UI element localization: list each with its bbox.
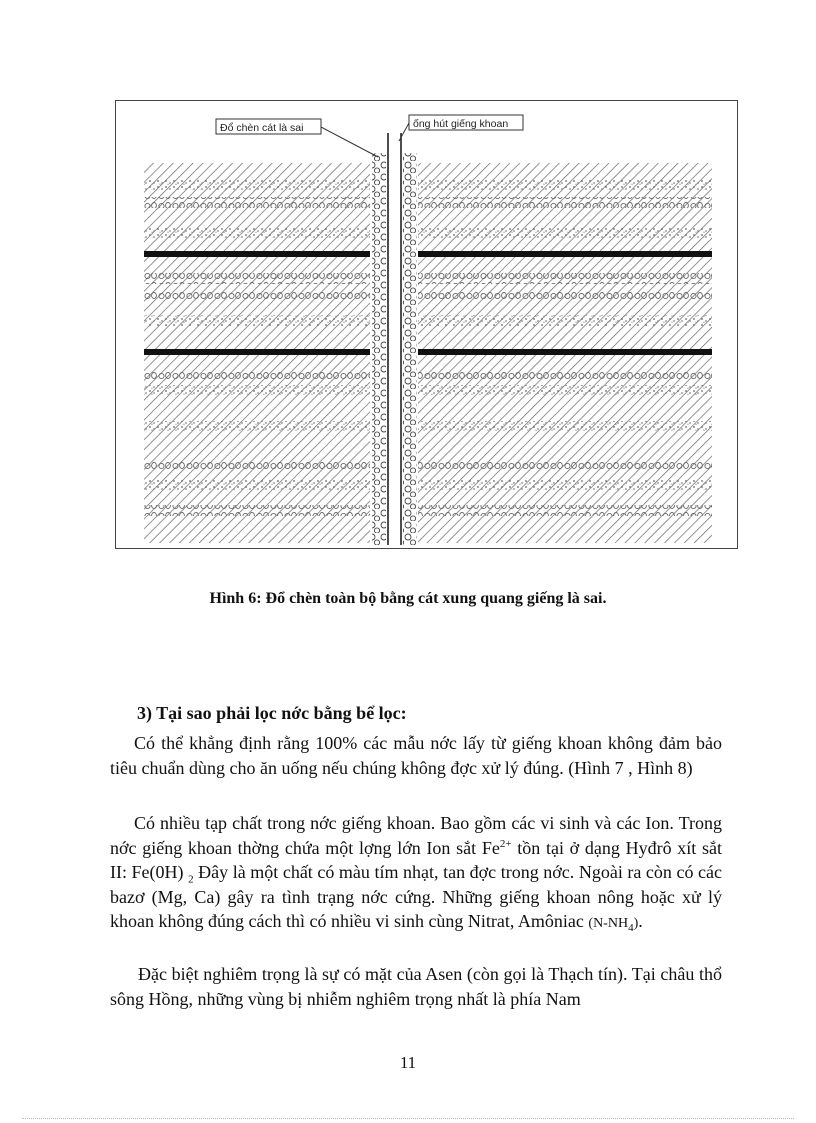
ammonium-formula [588, 916, 639, 934]
paragraph-1: Có thể khẳng định rằng 100% các mẫu nớc lấy từ giếng khoan không đảm bảo tiêu chuẩn dùng cho ăn uống nếu chúng không đợc xử lý đúng. (Hình 7 , Hình 8) [110, 733, 722, 778]
strata-left [144, 163, 370, 543]
paragraph-2-text-b: tồn tại ở dạng Hyđrô xít sắt II: Fe(0H) [110, 837, 722, 882]
fe-charge: 2+ [499, 837, 512, 850]
figure-well-diagram [115, 100, 738, 549]
paragraph-2-text-c: Đây là một chất có màu tím nhạt, tan đợc trong nớc. Ngoài ra còn có các bazơ (Mg, Ca) gây ra tình trạng nớc cứng. Những giếng khoan nông hoặc xử lý khoan không đúng cách thì có nhiều vi sinh cùng Nitrat, Amôniac [110, 862, 722, 931]
section-heading: 3) Tại sao phải lọc nớc bằng bể lọc: [137, 703, 407, 723]
well-diagram-svg [116, 101, 737, 548]
paragraph-2 [110, 811, 722, 937]
ammonium-subscript: 4 [628, 921, 634, 934]
footer-divider [22, 1118, 794, 1119]
callout-wrong-backfill [216, 119, 378, 157]
figure-caption: Hình 6: Đổ chèn toàn bộ bằng cát xung quang giếng là sai. [209, 590, 607, 607]
sand-backfill-left [372, 153, 386, 545]
label-wrong-backfill: Đổ chèn cát là sai [220, 122, 304, 134]
hydroxide-subscript: 2 [188, 873, 194, 886]
strata-right [418, 163, 712, 543]
callout-suction-pipe [399, 115, 523, 141]
label-suction-pipe: ống hút giếng khoan [413, 118, 509, 130]
paragraph-2-end: . [638, 911, 643, 931]
ammonium-formula-open: (N-NH [588, 916, 629, 931]
sand-backfill-right [403, 153, 417, 545]
paragraph-2-text-a: Có nhiều tạp chất trong nớc giếng khoan. Bao gồm các vi sinh và các Ion. Trong nớc giếng khoan thờng chứa một lợng lớn Ion sắt Fe [110, 813, 722, 858]
paragraph-3: Đặc biệt nghiêm trọng là sự có mặt của Asen (còn gọi là Thạch tín). Tại châu thổ sông Hồng, những vùng bị nhiễm nghiêm trọng nhất là phía Nam [110, 964, 722, 1009]
ammonium-formula-close: ) [633, 916, 639, 931]
page-number: 11 [399, 1053, 417, 1072]
